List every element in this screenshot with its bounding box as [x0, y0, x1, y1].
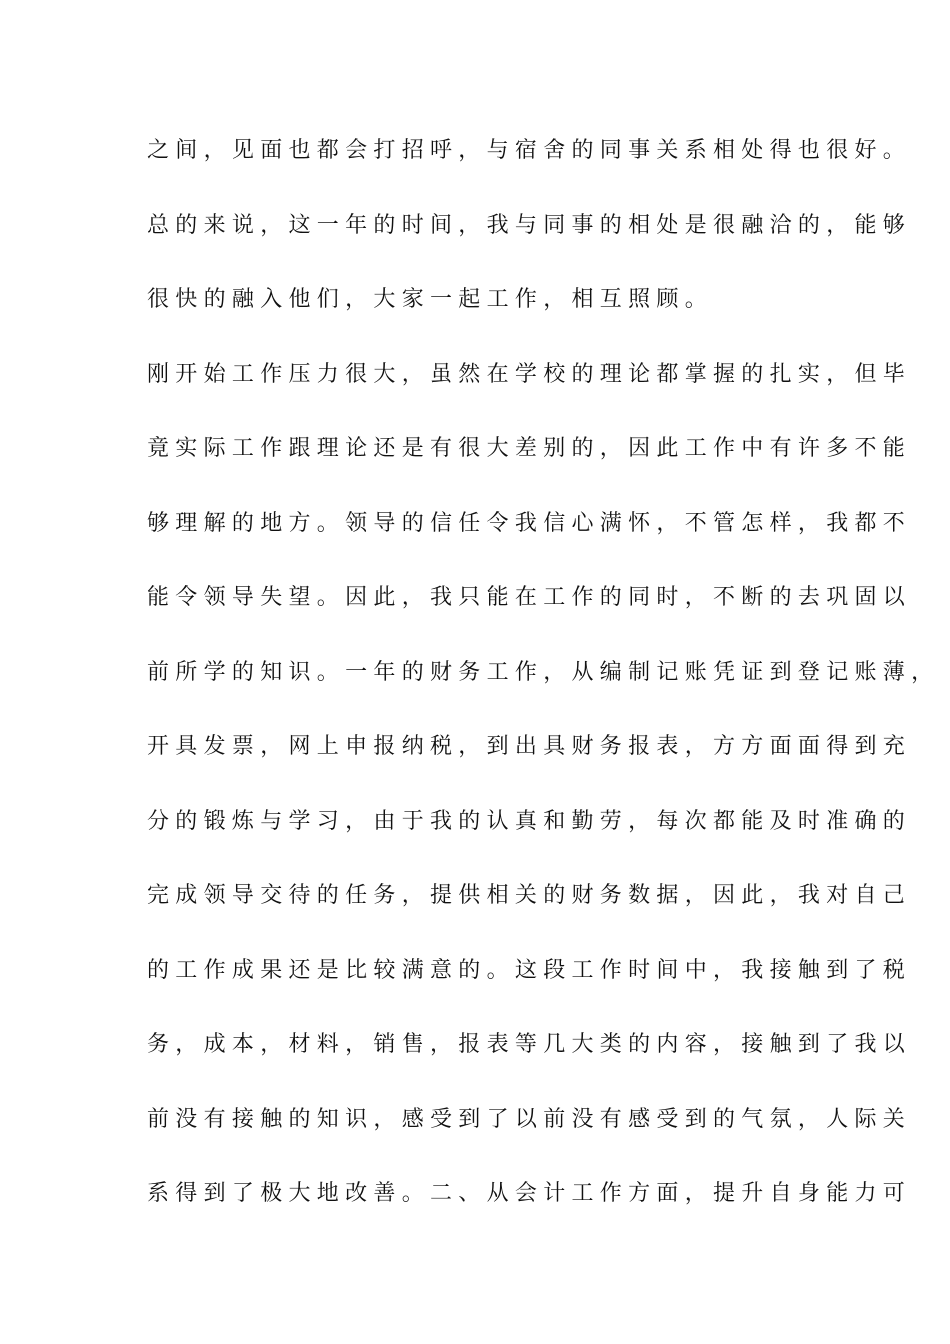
text-line-14: 前没有接触的知识，感受到了以前没有感受到的气氛，人际关: [147, 1106, 912, 1132]
text-line-9: 开具发票，网上申报纳税，到出具财务报表，方方面面得到充: [147, 734, 912, 759]
text-line-10: 分的锻炼与学习，由于我的认真和勤劳，每次都能及时准确的: [147, 808, 912, 834]
text-line-3: 很快的融入他们，大家一起工作，相互照顾。: [147, 287, 714, 312]
text-line-15: 系得到了极大地改善。二、从会计工作方面，提升自身能力可: [147, 1181, 912, 1206]
text-line-8: 前所学的知识。一年的财务工作，从编制记账凭证到登记账薄，: [147, 659, 940, 685]
text-line-6: 够理解的地方。领导的信任令我信心满怀，不管怎样，我都不: [147, 510, 912, 536]
body-text: [147, 126, 940, 1244]
text-line-5: 竟实际工作跟理论还是有很大差别的，因此工作中有许多不能: [147, 436, 912, 461]
text-line-11: 完成领导交待的任务，提供相关的财务数据，因此，我对自己: [147, 883, 912, 908]
text-line-2: 总的来说，这一年的时间，我与同事的相处是很融洽的，能够: [147, 212, 912, 238]
text-line-12: 的工作成果还是比较满意的。这段工作时间中，我接触到了税: [147, 957, 912, 983]
text-line-4: 刚开始工作压力很大，虽然在学校的理论都掌握的扎实，但毕: [147, 361, 912, 387]
text-line-1: 之间，见面也都会打招呼，与宿舍的同事关系相处得也很好。: [147, 138, 912, 163]
text-line-7: 能令领导失望。因此，我只能在工作的同时，不断的去巩固以: [147, 585, 912, 610]
text-line-13: 务，成本，材料，销售，报表等几大类的内容，接触到了我以: [147, 1032, 912, 1057]
